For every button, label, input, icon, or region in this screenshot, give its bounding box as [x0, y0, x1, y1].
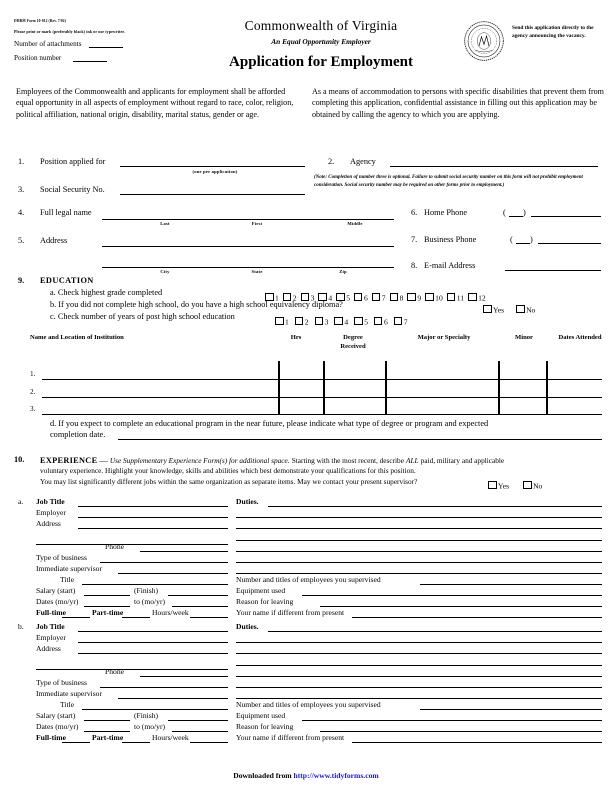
education-d-input[interactable]: [118, 439, 602, 440]
phone-label: Phone: [105, 667, 124, 676]
checkbox[interactable]: [374, 317, 383, 326]
reason-input[interactable]: [320, 731, 602, 732]
supervised-input[interactable]: [420, 584, 602, 585]
checkbox[interactable]: [447, 293, 456, 302]
address-input-2[interactable]: [36, 544, 228, 545]
duties-input-5[interactable]: [236, 551, 602, 552]
edu-divider-3: [385, 361, 387, 414]
type-of-business-input[interactable]: [100, 562, 228, 563]
type-of-business-input[interactable]: [100, 687, 228, 688]
full-time-input[interactable]: [62, 742, 90, 743]
home-phone-input[interactable]: [531, 216, 601, 217]
other-name-label: Your name if different from present: [236, 608, 345, 617]
supervisor-option-Yes[interactable]: [488, 481, 509, 491]
address-line1-input[interactable]: [102, 246, 394, 247]
name-caption-last: Last: [160, 221, 170, 226]
checkbox-label: 3: [324, 317, 329, 326]
salary-finish-label: (Finish): [134, 711, 159, 720]
immediate-supervisor-input[interactable]: [118, 573, 228, 574]
checkbox-label: No: [526, 305, 536, 314]
checkbox[interactable]: [390, 293, 399, 302]
checkbox-label: 8: [399, 293, 404, 302]
field-4-number: 4.: [18, 208, 25, 217]
checkbox[interactable]: [425, 293, 434, 302]
grade-option-10[interactable]: [425, 293, 443, 303]
address-input-2[interactable]: [36, 669, 228, 670]
supervisor-option-No[interactable]: [523, 481, 542, 491]
duties-label: Duties.: [236, 622, 259, 631]
field-8-number: 8.: [411, 261, 418, 270]
education-table-body: [30, 358, 602, 414]
attachments-input[interactable]: [89, 40, 123, 48]
duties-input-7[interactable]: [236, 573, 602, 574]
checkbox[interactable]: [315, 317, 324, 326]
education-d-label: d. If you expect to complete an educational program in the near future, please indicate what type of degree or program and expected: [50, 419, 489, 428]
experience-dash: —: [99, 456, 108, 465]
duties-input-4[interactable]: [236, 540, 602, 541]
grade-option-7[interactable]: [372, 293, 386, 303]
job-title-input[interactable]: [78, 631, 228, 632]
accommodation-statement: As a means of accommodation to persons with specific disabilities that prevent them from completing this application, confidential assistance in filling out this application may be obtained by calling the agency to which you are applying.: [312, 87, 604, 119]
business-phone-area-input[interactable]: [516, 243, 530, 244]
immediate-supervisor-input[interactable]: [118, 698, 228, 699]
col-degree-received: Received: [340, 343, 366, 350]
experience-number: 10.: [14, 455, 25, 464]
other-name-label: Your name if different from present: [236, 733, 345, 742]
field-3-number: 3.: [18, 185, 25, 194]
dates-label: Dates (mo/yr): [36, 597, 79, 606]
field-5-number: 5.: [18, 236, 25, 245]
education-table-header: [30, 334, 602, 358]
field-5-label: Address: [40, 236, 68, 245]
supervised-input[interactable]: [420, 709, 602, 710]
edu-divider-1: [278, 361, 280, 414]
supervised-label: Number and titles of employees you supervised: [236, 575, 381, 584]
experience-title: EXPERIENCE: [40, 456, 98, 465]
form-header: [0, 0, 612, 72]
attachments-field: [14, 40, 184, 48]
business-phone-paren-close: ): [530, 235, 533, 244]
edu-row-3-number: 3.: [30, 405, 36, 413]
education-a-label: a. Check highest grade completed: [50, 288, 163, 297]
salary-start-input[interactable]: [84, 720, 130, 721]
duties-label: Duties.: [236, 497, 259, 506]
header-title-block: [176, 18, 466, 71]
type-of-business-label: Type of business: [36, 553, 87, 562]
business-phone-input[interactable]: [538, 243, 601, 244]
address-line2-input[interactable]: [102, 267, 394, 268]
dates-to-input[interactable]: [172, 731, 228, 732]
immediate-supervisor-label: Immediate supervisor: [36, 564, 103, 573]
education-table: [30, 334, 602, 414]
dates-from-input[interactable]: [84, 606, 130, 607]
field-6-number: 6.: [411, 208, 418, 217]
checkbox-label: 7: [381, 293, 386, 302]
experience-intro-rest2: paid, military and applicable: [420, 456, 505, 465]
immediate-supervisor-label: Immediate supervisor: [36, 689, 103, 698]
field-1-number: 1.: [18, 157, 25, 166]
dates-to-label: to (mo/yr): [134, 597, 166, 606]
home-phone-paren-open: (: [503, 208, 506, 217]
experience-intro-rest1: Starting with the most recent, describe: [291, 456, 404, 465]
other-name-input[interactable]: [352, 742, 602, 743]
post-hs-option-5[interactable]: [354, 317, 368, 327]
salary-start-label: Salary (start): [36, 586, 76, 595]
dates-to-label: to (mo/yr): [134, 722, 166, 731]
employer-input[interactable]: [78, 517, 228, 518]
checkbox-label: 11: [456, 293, 465, 302]
checkbox-label: 1: [285, 317, 289, 326]
checkbox[interactable]: [275, 317, 284, 326]
dates-from-input[interactable]: [84, 731, 130, 732]
part-time-input[interactable]: [122, 617, 150, 618]
header-left-block: [14, 19, 184, 62]
hours-week-input[interactable]: [190, 617, 228, 618]
checkbox[interactable]: [354, 293, 363, 302]
supervised-label: Number and titles of employees you supervised: [236, 700, 381, 709]
equipment-label: Equipment used: [236, 586, 286, 595]
equipment-input[interactable]: [302, 595, 602, 596]
post-hs-option-1[interactable]: [275, 317, 289, 327]
checkbox-label: 9: [417, 293, 422, 302]
phone-input[interactable]: [140, 676, 228, 677]
hs-equiv-option-No[interactable]: [516, 305, 535, 315]
duties-input-2[interactable]: [236, 642, 602, 643]
checkbox[interactable]: [488, 481, 497, 490]
checkbox-label: 7: [403, 317, 408, 326]
checkbox-label: 3: [310, 293, 315, 302]
page-title: Commonwealth of Virginia: [244, 18, 398, 33]
address-caption-zip: Zip: [339, 269, 347, 274]
edu-divider-4: [498, 361, 500, 414]
block-letter: a.: [18, 497, 24, 506]
checkbox[interactable]: [354, 317, 363, 326]
grade-option-11[interactable]: [447, 293, 464, 303]
equipment-input[interactable]: [302, 720, 602, 721]
edu-row-2-number: 2.: [30, 388, 36, 396]
duties-input-1[interactable]: [268, 506, 602, 507]
salary-finish-label: (Finish): [134, 586, 159, 595]
hs-equivalency-options: [483, 299, 547, 317]
duties-input-5[interactable]: [236, 676, 602, 677]
experience-intro: [40, 455, 600, 466]
address-label: Address: [36, 644, 61, 653]
field-7-label: Business Phone: [424, 235, 477, 244]
eeo-statement: Employees of the Commonwealth and applicants for employment shall be afforded equal opportunity in all aspects of employment without regard to race, color, religion, political affiliation, national origin, disability, marital status, gender or age.: [16, 87, 294, 119]
position-applied-input[interactable]: [120, 166, 305, 167]
checkbox-label: 6: [363, 293, 368, 302]
checkbox-label: No: [533, 481, 543, 490]
salary-start-label: Salary (start): [36, 711, 76, 720]
address-label: Address: [36, 519, 61, 528]
post-hs-option-4[interactable]: [334, 317, 348, 327]
ssn-input[interactable]: [120, 194, 305, 195]
post-hs-option-2[interactable]: [295, 317, 309, 327]
field-1-caption: (one per application): [192, 169, 238, 174]
footer-prefix: Downloaded from: [233, 771, 294, 780]
edu-row-1-line[interactable]: [42, 379, 602, 380]
employer-input[interactable]: [78, 642, 228, 643]
hours-week-label: Hours/week: [152, 608, 189, 617]
contact-supervisor-options: [488, 475, 556, 493]
address-input-1[interactable]: [78, 653, 228, 654]
reason-label: Reason for leaving: [236, 597, 294, 606]
salary-finish-input[interactable]: [168, 720, 228, 721]
edu-divider-5: [546, 361, 548, 414]
checkbox[interactable]: [523, 481, 532, 490]
checkbox-label: 6: [383, 317, 388, 326]
address-caption-city: City: [160, 269, 170, 274]
salary-finish-input[interactable]: [168, 595, 228, 596]
checkbox-label: 1: [275, 293, 279, 302]
name-caption-first: First: [251, 221, 263, 226]
field-2-number: 2.: [328, 157, 335, 166]
post-hs-option-7[interactable]: [394, 317, 408, 327]
print-instruction: Please print or mark (preferably black) ink or use typewriter.: [14, 29, 125, 35]
job-title-label: Job Title: [36, 622, 65, 631]
education-c-label: c. Check number of years of post high school education: [50, 312, 235, 321]
col-major: Major or Specialty: [417, 334, 471, 341]
checkbox[interactable]: [295, 317, 304, 326]
hours-week-input[interactable]: [190, 742, 228, 743]
phone-input[interactable]: [140, 551, 228, 552]
checkbox[interactable]: [407, 293, 416, 302]
col-degree: Degree: [343, 334, 363, 341]
reason-label: Reason for leaving: [236, 722, 294, 731]
full-time-input[interactable]: [62, 617, 90, 618]
col-dates: Dates Attended: [558, 334, 602, 341]
phone-label: Phone: [105, 542, 124, 551]
duties-input-3[interactable]: [236, 653, 602, 654]
part-time-label: Part-time: [92, 608, 124, 617]
checkbox[interactable]: [394, 317, 403, 326]
field-1-label: Position applied for: [40, 157, 106, 166]
hours-week-label: Hours/week: [152, 733, 189, 742]
address-input-1[interactable]: [78, 528, 228, 529]
footer-url[interactable]: http://www.tidyforms.com: [293, 771, 379, 780]
full-time-label: Full-time: [36, 733, 66, 742]
col-institution: Name and Location of Institution: [30, 334, 124, 341]
other-name-input[interactable]: [352, 617, 602, 618]
edu-row-3-line[interactable]: [42, 414, 602, 415]
experience-intro-line3: You may list significantly different jobs within the same organization as separate items. May we contact your present supervisor?: [40, 477, 418, 486]
position-number-field: [14, 54, 184, 62]
field-3-label: Social Security No.: [40, 185, 105, 194]
form-number: DHRM Form 10-012 (Rev. 7/02): [14, 19, 67, 23]
hs-equiv-option-Yes[interactable]: [483, 305, 504, 315]
checkbox-label: Yes: [493, 305, 505, 314]
checkbox-label: 5: [364, 317, 368, 326]
position-number-input[interactable]: [73, 54, 107, 62]
name-caption-middle: Middle: [347, 221, 363, 226]
dates-to-input[interactable]: [172, 606, 228, 607]
employer-label: Employer: [36, 508, 66, 517]
job-title-label: Job Title: [36, 497, 65, 506]
part-time-input[interactable]: [122, 742, 150, 743]
checkbox-label: 2: [304, 317, 309, 326]
checkbox[interactable]: [483, 305, 492, 314]
duties-input-6[interactable]: [236, 687, 602, 688]
edu-row-2-line[interactable]: [42, 397, 602, 398]
field-7-number: 7.: [411, 235, 418, 244]
checkbox-label: 4: [328, 293, 333, 302]
dates-label: Dates (mo/yr): [36, 722, 79, 731]
checkbox-label: 10: [435, 293, 443, 302]
state-seal-icon: [463, 20, 505, 62]
eeo-subtitle: An Equal Opportunity Employer: [271, 37, 371, 46]
checkbox-label: 2: [292, 293, 297, 302]
type-of-business-label: Type of business: [36, 678, 87, 687]
edu-divider-2: [323, 361, 325, 414]
part-time-label: Part-time: [92, 733, 124, 742]
equipment-label: Equipment used: [236, 711, 286, 720]
attachments-label: Number of attachments: [14, 40, 82, 49]
supervisor-title-input[interactable]: [82, 584, 228, 585]
position-number-label: Position number: [14, 54, 62, 63]
duties-input-3[interactable]: [236, 528, 602, 529]
checkbox-label: 4: [344, 317, 349, 326]
agency-input[interactable]: [390, 166, 598, 167]
field-8-label: E-mail Address: [424, 261, 476, 270]
duties-input-1[interactable]: [268, 631, 602, 632]
grade-option-8[interactable]: [390, 293, 404, 303]
experience-intro-all: ALL: [406, 456, 419, 465]
checkbox-label: Yes: [498, 481, 510, 490]
field-6-label: Home Phone: [424, 208, 468, 217]
checkbox-label: 12: [478, 293, 486, 302]
checkbox[interactable]: [334, 317, 343, 326]
full-time-label: Full-time: [36, 608, 66, 617]
field-2-label: Agency: [350, 157, 376, 166]
experience-intro-italic: Use Supplementary Experience Form(s) for additional space.: [109, 456, 290, 465]
job-title-input[interactable]: [78, 506, 228, 507]
checkbox-label: 5: [346, 293, 350, 302]
duties-input-6[interactable]: [236, 562, 602, 563]
experience-intro-line2: voluntary experience. Highlight your knowledge, skills and abilities which best demonstrate your qualifications for this position.: [40, 466, 416, 475]
block-letter: b.: [18, 622, 24, 631]
edu-row-1-number: 1.: [30, 370, 36, 378]
duties-input-2[interactable]: [236, 517, 602, 518]
address-caption-state: State: [251, 269, 263, 274]
ssn-optional-note: (Note: Completion of number three is optional. Failure to submit social security number on this form will not prohibit employment consideration. Social security number may be required on other forms prior to employment.): [314, 175, 583, 188]
form-title: Application for Employment: [229, 54, 413, 70]
post-hs-option-6[interactable]: [374, 317, 388, 327]
col-minor: Minor: [515, 334, 533, 341]
reason-input[interactable]: [320, 606, 602, 607]
supervisor-title-label: Title: [60, 700, 75, 709]
col-hrs: Hrs: [290, 334, 302, 341]
checkbox[interactable]: [372, 293, 381, 302]
post-hs-option-3[interactable]: [315, 317, 329, 327]
education-b-label: b. If you did not complete high school, do you have a high school equivalency diploma?: [50, 300, 343, 309]
supervisor-title-label: Title: [60, 575, 75, 584]
salary-start-input[interactable]: [84, 595, 130, 596]
education-d-label2: completion date.: [50, 430, 106, 439]
grade-option-9[interactable]: [407, 293, 421, 303]
checkbox[interactable]: [516, 305, 525, 314]
footer: [0, 771, 612, 780]
field-4-label: Full legal name: [40, 208, 92, 217]
home-phone-paren-close: ): [523, 208, 526, 217]
checkbox[interactable]: [468, 293, 477, 302]
education-number: 9.: [18, 276, 25, 285]
education-title: EDUCATION: [40, 276, 94, 285]
email-input[interactable]: [505, 270, 601, 271]
employer-label: Employer: [36, 633, 66, 642]
business-phone-paren-open: (: [510, 235, 513, 244]
home-phone-area-input[interactable]: [509, 216, 523, 217]
supervisor-title-input[interactable]: [82, 709, 228, 710]
send-application-note: Send this application directly to the agency announcing the vacancy.: [512, 25, 594, 39]
grade-option-6[interactable]: [354, 293, 368, 303]
full-name-input[interactable]: [102, 219, 394, 220]
duties-input-7[interactable]: [236, 698, 602, 699]
duties-input-4[interactable]: [236, 665, 602, 666]
post-hs-years-options: [275, 311, 414, 329]
